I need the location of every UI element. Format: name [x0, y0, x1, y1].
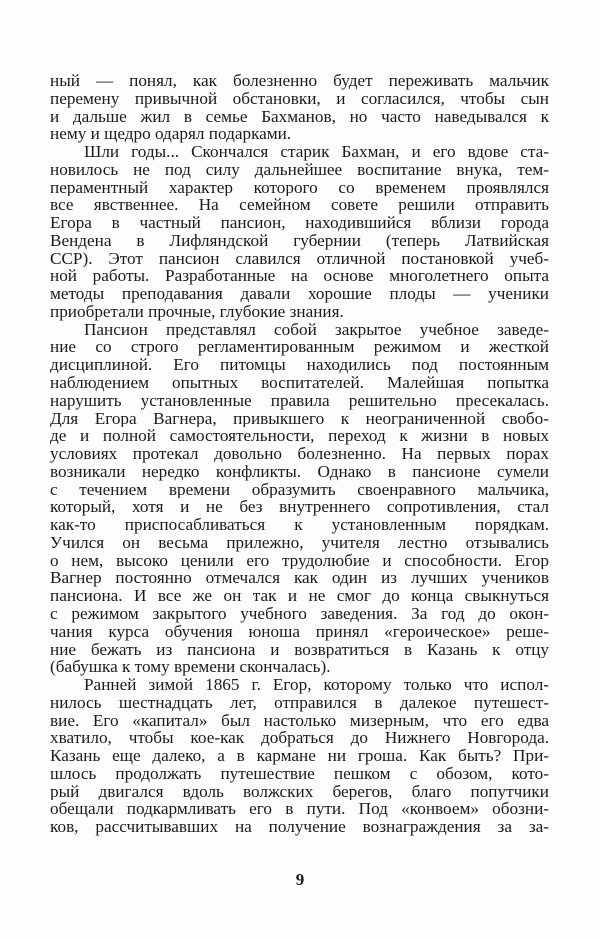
text-line: с течением времени образумить своенравного мальчика, [50, 480, 549, 499]
text-line: и дальше жил в семье Бахманов, но часто наведывался к [50, 107, 549, 126]
text-line: как-то приспосабливаться к установленным порядкам. [50, 516, 549, 534]
text-line: нарушить установленные правила решительно пресекалась. [50, 391, 549, 410]
text-line: ние бежать из пансиона и возвратиться в Казань к отцу [50, 640, 549, 659]
text-line: дисциплиной. Его питомцы находились под постоянным [50, 356, 549, 375]
text-line: Для Егора Вагнера, привыкшего к неограниченной свобо- [50, 409, 549, 428]
text-line: Ранней зимой 1865 г. Егор, которому только что испол- [84, 676, 549, 694]
text-line: ной работы. Разработанные на основе многолетнего опыта [50, 267, 549, 286]
page-number: 9 [295, 870, 305, 889]
text-line: о нем, высоко ценили его трудолюбие и способности. Егор [50, 551, 549, 570]
text-line: Егора в частный пансион, находившийся вблизи города [50, 214, 549, 232]
text-line: (бабушка к тому времени скончалась). [50, 658, 331, 677]
page-body-text [50, 72, 549, 836]
text-line: вие. Его «капитал» был настолько мизерным, что его едва [50, 711, 549, 730]
text-line: с режимом закрытого учебного заведения. За год до окон- [50, 604, 549, 623]
text-line: чания курса обучения юноша принял «героическое» реше- [50, 622, 549, 641]
text-line: наблюдением опытных воспитателей. Малейшая попытка [50, 374, 549, 392]
text-line: методы преподавания давали хорошие плоды — ученики [50, 285, 549, 303]
text-line: Вендена в Лифляндской губернии (теперь Латвийская [50, 231, 549, 250]
text-line: приобретали прочные, глубокие знания. [50, 302, 344, 321]
text-line: обещали подкармливать его в пути. Под «конвоем» обозни- [50, 800, 549, 819]
text-line: пансиона. И все же он так и не смог до конца свыкнуться [50, 587, 549, 605]
text-line: возникали нередко конфликты. Однако в пансионе сумели [50, 462, 549, 481]
text-line: шлось продолжать путешествие пешком с обозом, кото- [50, 764, 549, 783]
text-line: новилось не под силу дальнейшее воспитание внука, тем- [50, 160, 549, 179]
text-line: пераментный характер которого со временем проявлялся [50, 178, 549, 197]
text-line: де и полной самостоятельности, переход к жизни в новых [50, 427, 549, 446]
text-line: нему и щедро одарял подарками. [50, 125, 292, 144]
text-line: нилось шестнадцать лет, отправился в далекое путешест- [50, 693, 549, 712]
text-line: ССР). Этот пансион славился отличной постановкой учеб- [50, 249, 549, 268]
text-line: Казань еще далеко, а в кармане ни гроша. Как быть? При- [50, 747, 549, 765]
text-line: условиях протекал довольно болезненно. На первых порах [50, 445, 549, 463]
paragraph [50, 143, 549, 321]
paragraph [50, 321, 549, 676]
text-line: хватило, чтобы кое-как добраться до Нижнего Новгорода. [50, 729, 549, 748]
text-line: Шли годы... Скончался старик Бахман, и его вдове ста- [84, 143, 549, 161]
text-line: ние со строго регламентированным режимом и жесткой [50, 338, 549, 357]
text-line: ков, рассчитывавших на получение вознаграждения за за- [50, 818, 549, 836]
text-line: Пансион представлял собой закрытое учебное заведе- [84, 320, 549, 339]
text-line: перемену привычной обстановки, и согласился, чтобы сын [50, 89, 549, 108]
text-line: который, хотя и не без внутреннего сопротивления, стал [50, 498, 549, 517]
text-line: все явственнее. На семейном совете решили отправить [50, 196, 549, 215]
paragraph [50, 72, 549, 143]
text-line: рый двигался вдоль волжских берегов, благо попутчики [50, 782, 549, 801]
text-line: ный — понял, как болезненно будет переживать мальчик [50, 72, 549, 90]
text-line: Учился он весьма прилежно, учителя лестно отзывались [50, 533, 549, 552]
paragraph [50, 676, 549, 836]
text-line: Вагнер постоянно отмечался как один из лучших учеников [50, 569, 549, 588]
